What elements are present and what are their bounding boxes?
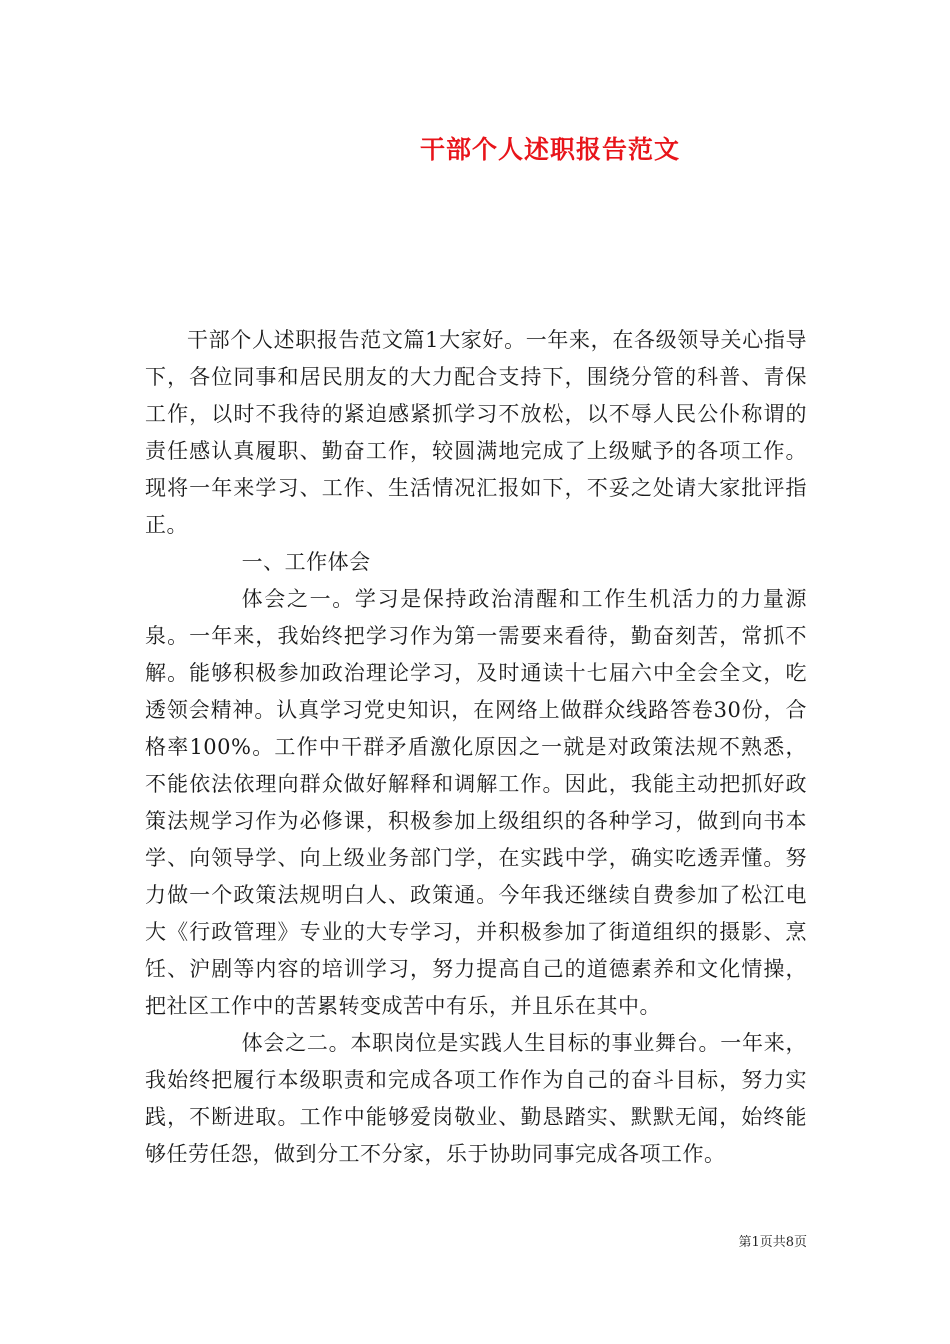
document-title: 干部个人述职报告范文 xyxy=(419,135,680,164)
page-number-footer: 第1页共8页 xyxy=(738,1235,807,1250)
paragraph-experience-one: 体会之一。学习是保持政治清醒和工作生机活力的力量源泉。一年来，我始终把学习作为第一需要来看待，勤奋刻苦，常抓不解。能够积极参加政治理论学习，及时通读十七届六中全会全文，吃透领会精神。认真学习党史知识，在网络上做群众线路答卷30份，合格率100%。工作中干群矛盾激化原因之一就是对政策法规不熟悉，不能依法依理向群众做好解释和调解工作。因此，我能主动把抓好政策法规学习作为必修课，积极参加上级组织的各种学习，做到向书本学、向领导学、向上级业务部门学，在实践中学，确实吃透弄懂。努力做一个政策法规明白人、政策通。今年我还继续自费参加了松江电大《行政管理》专业的大专学习，并积极参加了街道组织的摄影、烹饪、沪剧等内容的培训学习，努力提高自己的道德素养和文化情操，把社区工作中的苦累转变成苦中有乐，并且乐在其中。 xyxy=(145,587,807,1018)
section-heading-work-experience: 一、工作体会 xyxy=(241,550,371,574)
paragraph-intro: 干部个人述职报告范文篇1大家好。一年来，在各级领导关心指导下，各位同事和居民朋友的大力配合支持下，围绕分管的科普、青保工作，以时不我待的紧迫感紧抓学习不放松，以不辱人民公仆称谓的责任感认真履职、勤奋工作，较圆满地完成了上级赋予的各项工作。现将一年来学习、工作、生活情况汇报如下，不妥之处请大家批评指正。 xyxy=(145,328,807,537)
paragraph-experience-two: 体会之二。本职岗位是实践人生目标的事业舞台。一年来，我始终把履行本级职责和完成各项工作作为自己的奋斗目标，努力实践，不断进取。工作中能够爱岗敬业、勤恳踏实、默默无闻，始终能够任劳任怨，做到分工不分家，乐于协助同事完成各项工作。 xyxy=(145,1031,807,1166)
document-body xyxy=(145,322,807,1173)
